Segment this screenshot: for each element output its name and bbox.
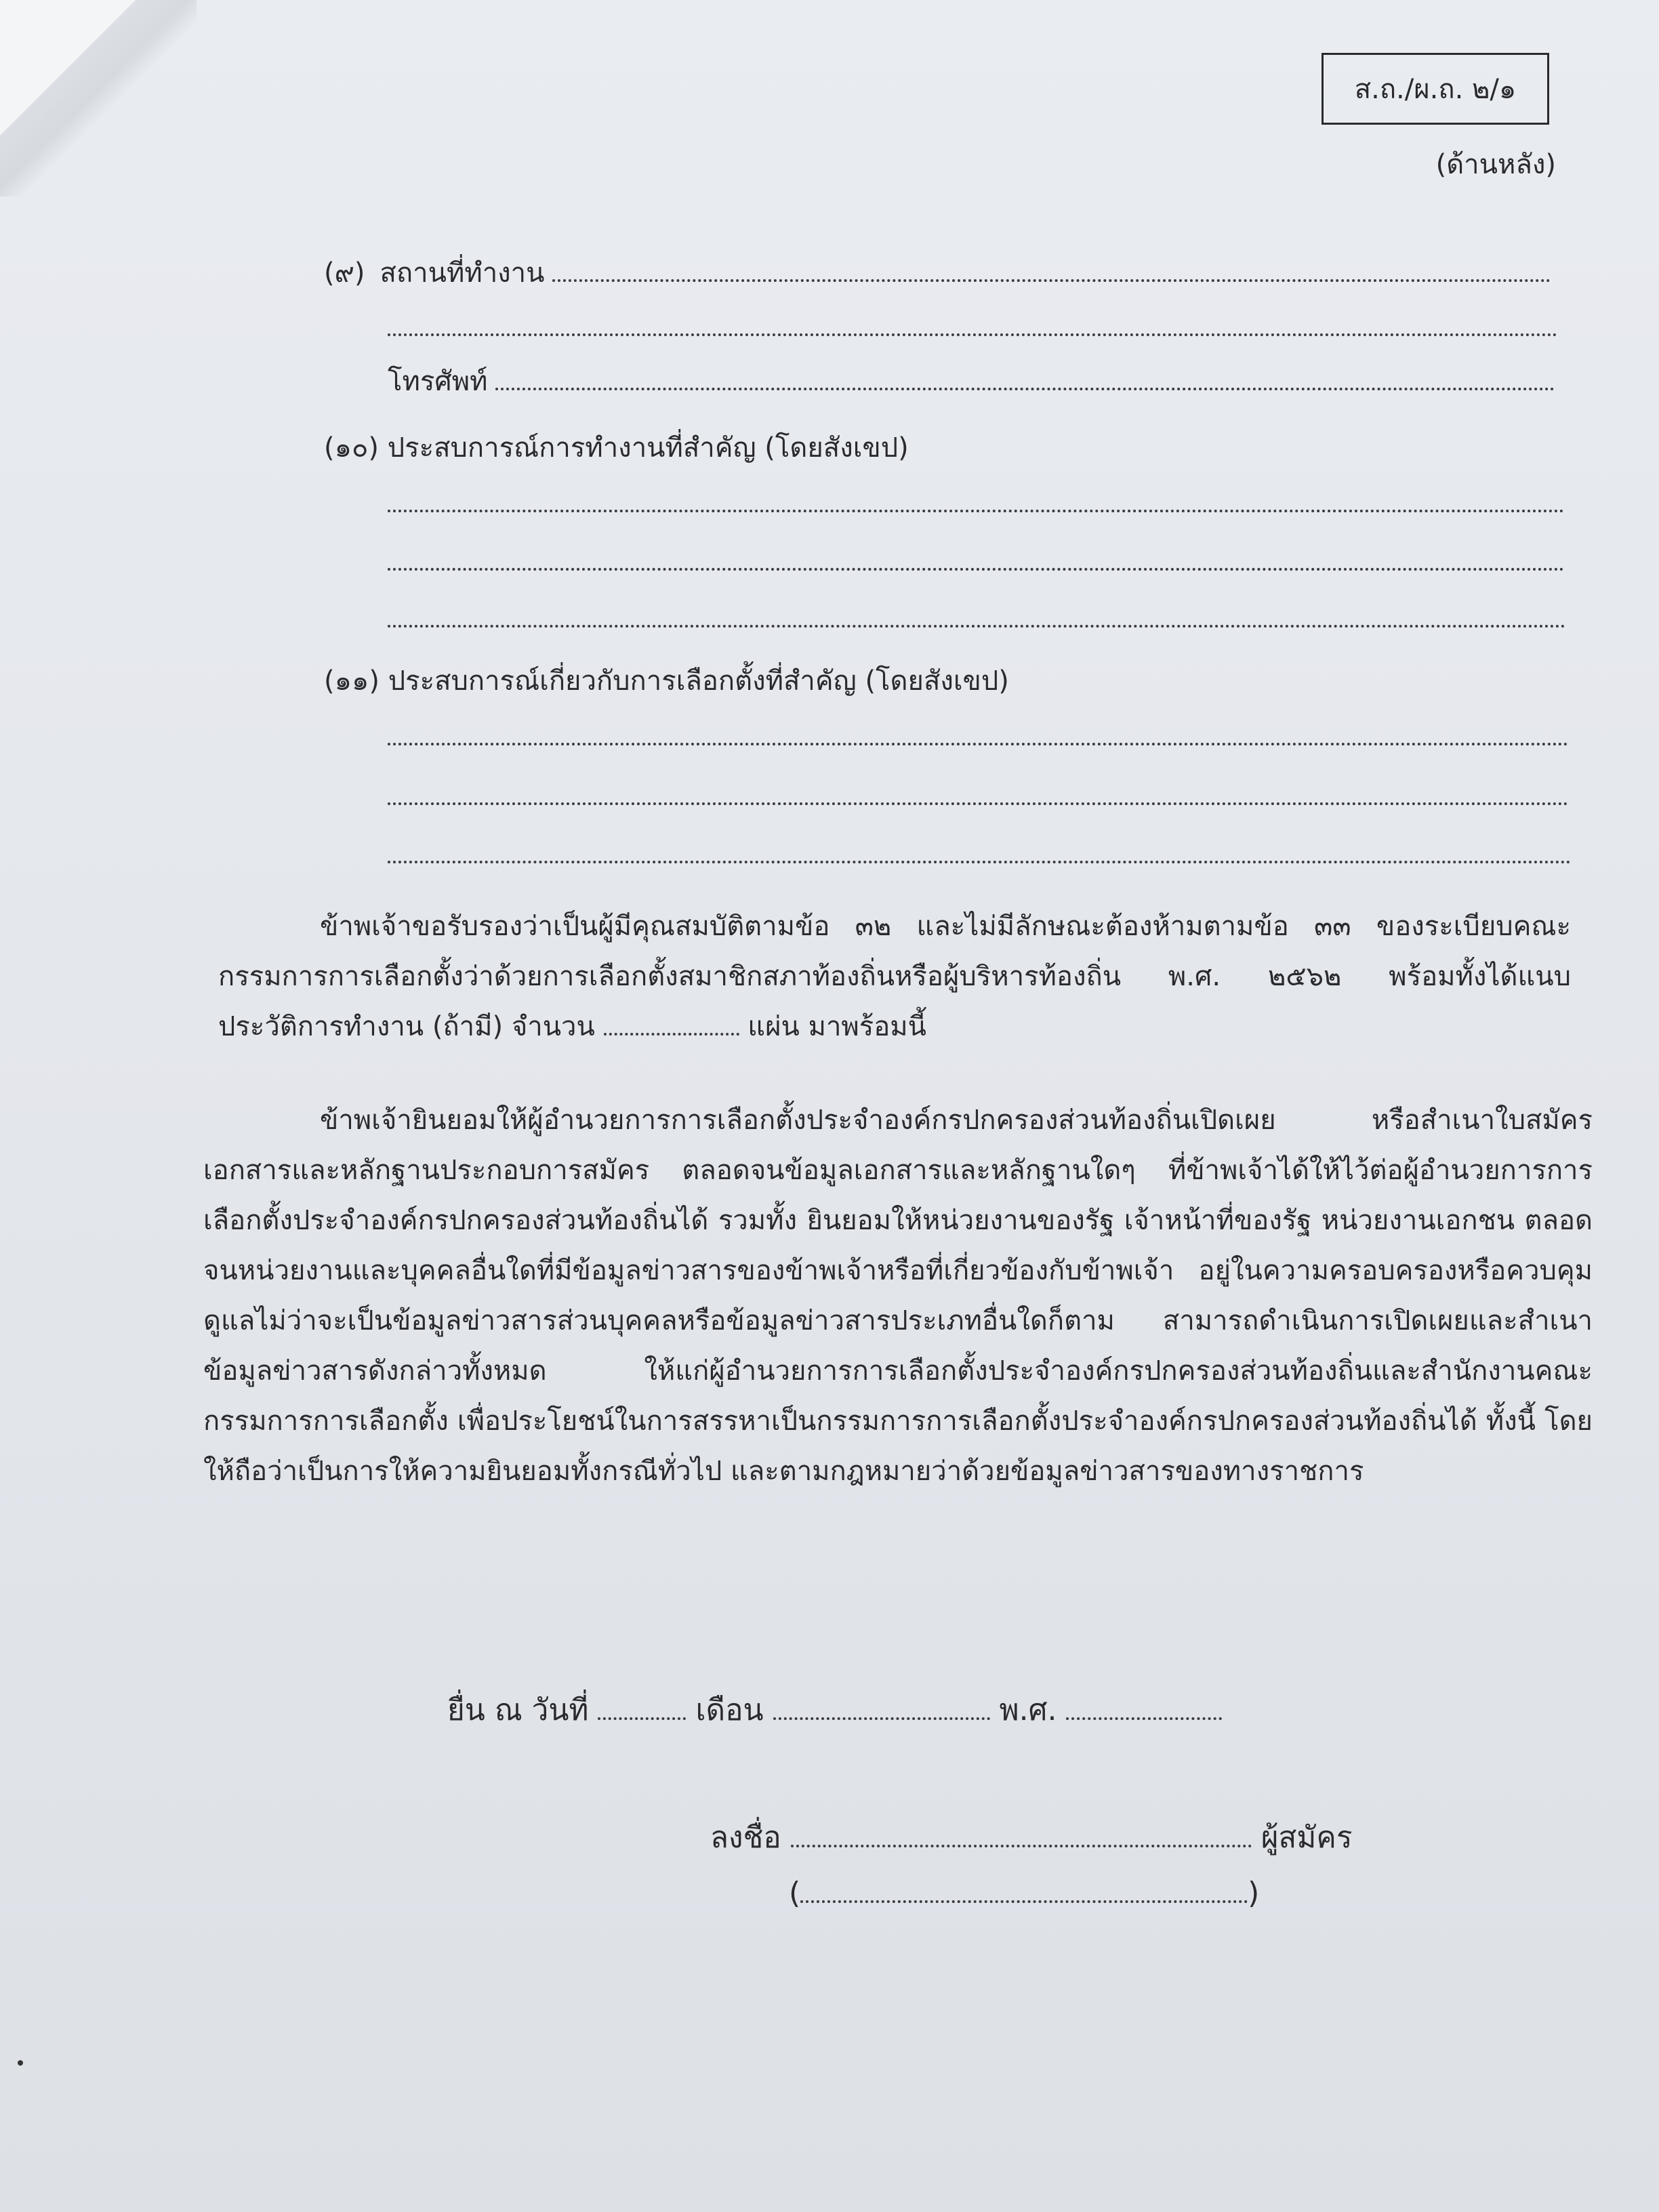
election-experience-line-1[interactable] — [388, 743, 1568, 745]
printed-name-row — [789, 1876, 1259, 1910]
open-paren: ( — [789, 1876, 801, 1910]
close-paren: ) — [1248, 1876, 1260, 1910]
section10-heading — [324, 426, 909, 469]
section10-label: (๑๐) ประสบการณ์การทำงานที่สำคัญ (โดยสังเขป) — [324, 432, 909, 464]
section9-number: (๙) — [324, 258, 365, 289]
certification-text: ข้าพเจ้าขอรับรองว่าเป็นผู้มีคุณสมบัติตามข้อ ๓๒ และไม่มีลักษณะต้องห้ามตามข้อ ๓๓ ของระเบียบคณะกรรมการการเลือกตั้งว่าด้วยการเลือกตั้งสมาชิกสภาท้องถิ่นหรือผู้บริหารท้องถิ่น พ.ศ. ๒๕๖๒ พร้อมทั้งได้แนบประวัติการทำงาน (ถ้ามี) จำนวน — [218, 911, 1571, 1042]
submission-date-row — [447, 1686, 1222, 1734]
applicant-role: ผู้สมัคร — [1261, 1820, 1353, 1855]
phone-row — [388, 359, 1555, 403]
sign-label: ลงชื่อ — [710, 1820, 781, 1855]
workplace-field-line-2[interactable] — [388, 333, 1557, 336]
workplace-row — [324, 251, 1551, 294]
workplace-field[interactable] — [552, 260, 1551, 282]
year-field[interactable] — [1066, 1700, 1222, 1720]
month-label: เดือน — [695, 1693, 764, 1727]
election-experience-line-2[interactable] — [388, 802, 1568, 805]
phone-field[interactable] — [495, 369, 1555, 390]
submitted-on-label: ยื่น ณ วันที่ — [447, 1693, 589, 1727]
work-experience-line-3[interactable] — [388, 625, 1565, 628]
year-label: พ.ศ. — [999, 1693, 1057, 1727]
back-side-label: (ด้านหลัง) — [1435, 149, 1556, 180]
attachment-count-field[interactable] — [604, 1015, 739, 1036]
form-code: ส.ถ./ผ.ถ. ๒/๑ — [1354, 74, 1517, 105]
workplace-label: สถานที่ทำงาน — [380, 258, 545, 289]
work-experience-line-2[interactable] — [388, 568, 1564, 571]
section11-label: (๑๑) ประสบการณ์เกี่ยวกับการเลือกตั้งที่สำคัญ (โดยสังเขป) — [324, 665, 1009, 697]
certification-paragraph — [218, 901, 1571, 1052]
work-experience-line-1[interactable] — [388, 510, 1564, 512]
certification-text-end: แผ่น มาพร้อมนี้ — [747, 1011, 926, 1042]
day-field[interactable] — [598, 1700, 686, 1720]
month-field[interactable] — [773, 1700, 990, 1720]
form-code-box — [1322, 53, 1549, 125]
section11-heading — [324, 659, 1009, 702]
page-corner-fold — [0, 0, 136, 136]
printed-name-field[interactable] — [800, 1883, 1248, 1903]
consent-text: ข้าพเจ้ายินยอมให้ผู้อำนวยการการเลือกตั้งประจำองค์กรปกครองส่วนท้องถิ่นเปิดเผย หรือสำเนาใบสมัคร เอกสารและหลักฐานประกอบการสมัคร ตลอดจนข้อมูลเอกสารและหลักฐานใดๆ ที่ข้าพเจ้าได้ให้ไว้ต่อผู้อำนวยการการเลือกตั้งประจำองค์กรปกครองส่วนท้องถิ่นได้ รวมทั้ง ยินยอมให้หน่วยงานของรัฐ เจ้าหน้าที่ของรัฐ หน่วยงานเอกชน ตลอดจนหน่วยงานและบุคคลอื่นใดที่มีข้อมูลข่าวสารของข้าพเจ้าหรือที่เกี่ยวข้องกับข้าพเจ้า อยู่ในความครอบครองหรือควบคุมดูแลไม่ว่าจะเป็นข้อมูลข่าวสารส่วนบุคคลหรือข้อมูลข่าวสารประเภทอื่นใดก็ตาม สามารถดำเนินการเปิดเผยและสำเนาข้อมูลข่าวสารดังกล่าวทั้งหมด ให้แก่ผู้อำนวยการการเลือกตั้งประจำองค์กรปกครองส่วนท้องถิ่นและสำนักงานคณะกรรมการการเลือกตั้ง เพื่อประโยชน์ในการสรรหาเป็นกรรมการการเลือกตั้งประจำองค์กรปกครองส่วนท้องถิ่นได้ ทั้งนี้ โดยให้ถือว่าเป็นการให้ความยินยอมทั้งกรณีทั่วไป และตามกฎหมายว่าด้วยข้อมูลข่าวสารของทางราชการ — [203, 1105, 1593, 1487]
phone-label: โทรศัพท์ — [388, 366, 488, 397]
election-experience-line-3[interactable] — [388, 861, 1571, 863]
signature-row — [710, 1814, 1352, 1861]
consent-paragraph — [203, 1095, 1593, 1496]
paper-speck — [18, 2060, 23, 2066]
signature-field[interactable] — [791, 1827, 1252, 1847]
